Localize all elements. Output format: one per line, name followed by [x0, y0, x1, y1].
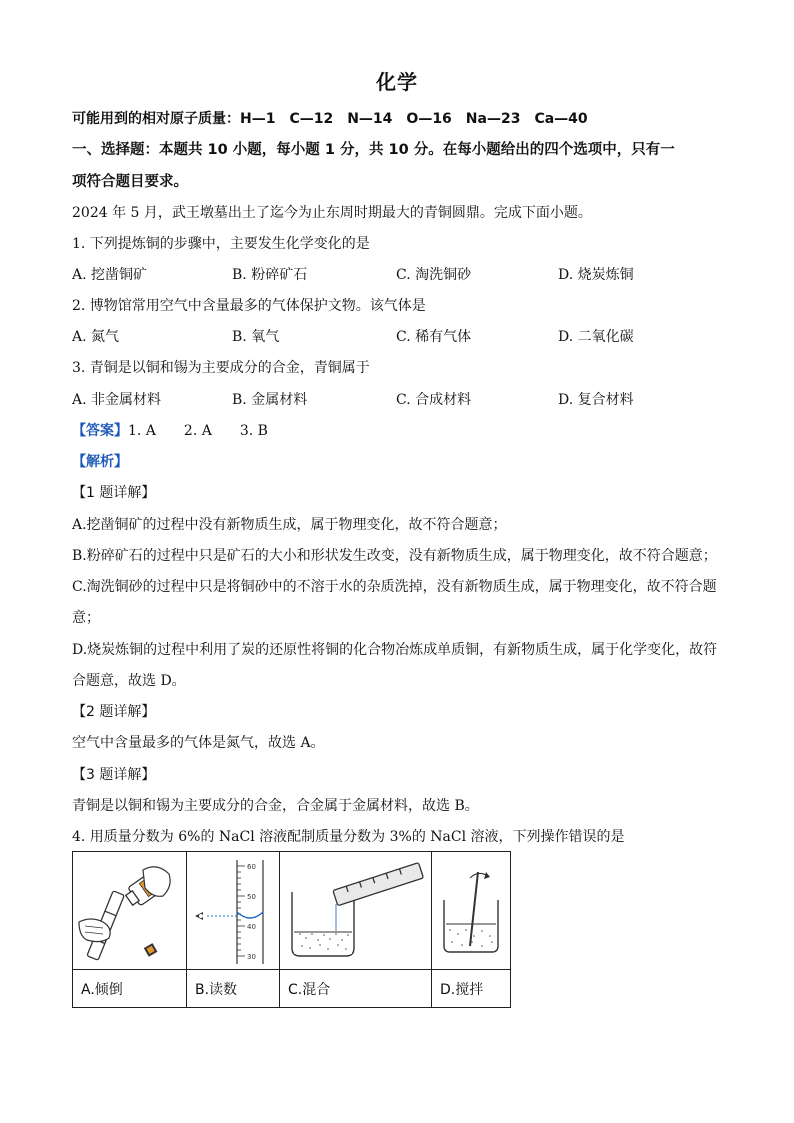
q1-detail-line-d: D.烧炭炼铜的过程中利用了炭的还原性将铜的化合物冶炼成单质铜，有新物质生成，属于化学变化，故符 [72, 642, 718, 658]
question-2-option-b: B. 氧气 [232, 329, 280, 345]
question-3-option-d: D. 复合材料 [558, 392, 634, 408]
figure-c-label: C.混合 [280, 970, 432, 1008]
answer-text: 1. A 2. A 3. B [128, 423, 268, 439]
figure-b-label: B.读数 [187, 970, 280, 1008]
pouring-bottle-into-cylinder-icon [73, 852, 186, 969]
section-heading-line2: 项符合题目要求。 [72, 174, 188, 190]
q2-detail-text: 空气中含量最多的气体是氮气，故选 A。 [72, 735, 325, 751]
atomic-masses: 可能用到的相对原子质量：H—1 C—12 N—14 O—16 Na—23 Ca—40 [72, 111, 588, 127]
question-4-stem: 4. 用质量分数为 6%的 NaCl 溶液配制质量分数为 3%的 NaCl 溶液，下列操作错误的是 [72, 829, 625, 845]
page-title: 化学 [376, 70, 418, 94]
question-3-option-b: B. 金属材料 [232, 392, 308, 408]
answer-tag: 【答案】 [72, 423, 128, 439]
q1-detail-line-d-cont: 合题意，故选 D。 [72, 673, 186, 689]
question-1-option-d: D. 烧炭炼铜 [558, 267, 634, 283]
question-1-option-a: A. 挖凿铜矿 [72, 267, 148, 283]
question-3-stem: 3. 青铜是以铜和锡为主要成分的合金，青铜属于 [72, 360, 370, 376]
section-heading-line1: 一、选择题：本题共 10 小题，每小题 1 分，共 10 分。在每小题给出的四个选项中，只有一 [72, 142, 675, 158]
question-2-stem: 2. 博物馆常用空气中含量最多的气体保护文物。该气体是 [72, 298, 426, 314]
mixing-cylinder-into-beaker-icon [280, 852, 431, 969]
figure-a-label: A.倾倒 [73, 970, 187, 1008]
figure-b-cell [187, 852, 280, 970]
scale-tick-50: 50 [247, 893, 256, 901]
question-2-option-d: D. 二氧化碳 [558, 329, 634, 345]
q1-detail-heading: 【1 题详解】 [72, 485, 156, 501]
scale-tick-60: 60 [247, 863, 256, 871]
scale-tick-30: 30 [247, 953, 256, 961]
answer-line [72, 421, 268, 441]
reading-cylinder-scale-icon [187, 852, 279, 969]
figure-a-cell [73, 852, 187, 970]
figure-c-cell [280, 852, 432, 970]
question-2-option-c: C. 稀有气体 [396, 329, 472, 345]
question-4-figure-table [72, 851, 511, 1008]
scale-tick-40: 40 [247, 923, 256, 931]
question-3-option-c: C. 合成材料 [396, 392, 472, 408]
question-1-option-c: C. 淘洗铜砂 [396, 267, 472, 283]
stirring-beaker-icon [432, 852, 510, 969]
analysis-line [72, 452, 128, 472]
q1-detail-line-b: B.粉碎矿石的过程中只是矿石的大小和形状发生改变，没有新物质生成，属于物理变化，故不符合题意； [72, 548, 717, 564]
question-2-option-a: A. 氮气 [72, 329, 120, 345]
question-intro: 2024 年 5 月，武王墩墓出土了迄今为止东周时期最大的青铜圆鼎。完成下面小题。 [72, 205, 592, 221]
question-1-stem: 1. 下列提炼铜的步骤中，主要发生化学变化的是 [72, 236, 370, 252]
analysis-tag: 【解析】 [72, 454, 128, 470]
q3-detail-text: 青铜是以铜和锡为主要成分的合金，合金属于金属材料，故选 B。 [72, 798, 479, 814]
q1-detail-line-c-cont: 意； [72, 610, 100, 626]
q3-detail-heading: 【3 题详解】 [72, 767, 156, 783]
q2-detail-heading: 【2 题详解】 [72, 704, 156, 720]
question-1-option-b: B. 粉碎矿石 [232, 267, 308, 283]
q1-detail-line-a: A.挖凿铜矿的过程中没有新物质生成，属于物理变化，故不符合题意； [72, 517, 507, 533]
q1-detail-line-c: C.淘洗铜砂的过程中只是将铜砂中的不溶于水的杂质洗掉，没有新物质生成，属于物理变化，故不符合题 [72, 579, 717, 595]
question-3-option-a: A. 非金属材料 [72, 392, 162, 408]
figure-d-label: D.搅拌 [432, 970, 511, 1008]
figure-d-cell [432, 852, 511, 970]
